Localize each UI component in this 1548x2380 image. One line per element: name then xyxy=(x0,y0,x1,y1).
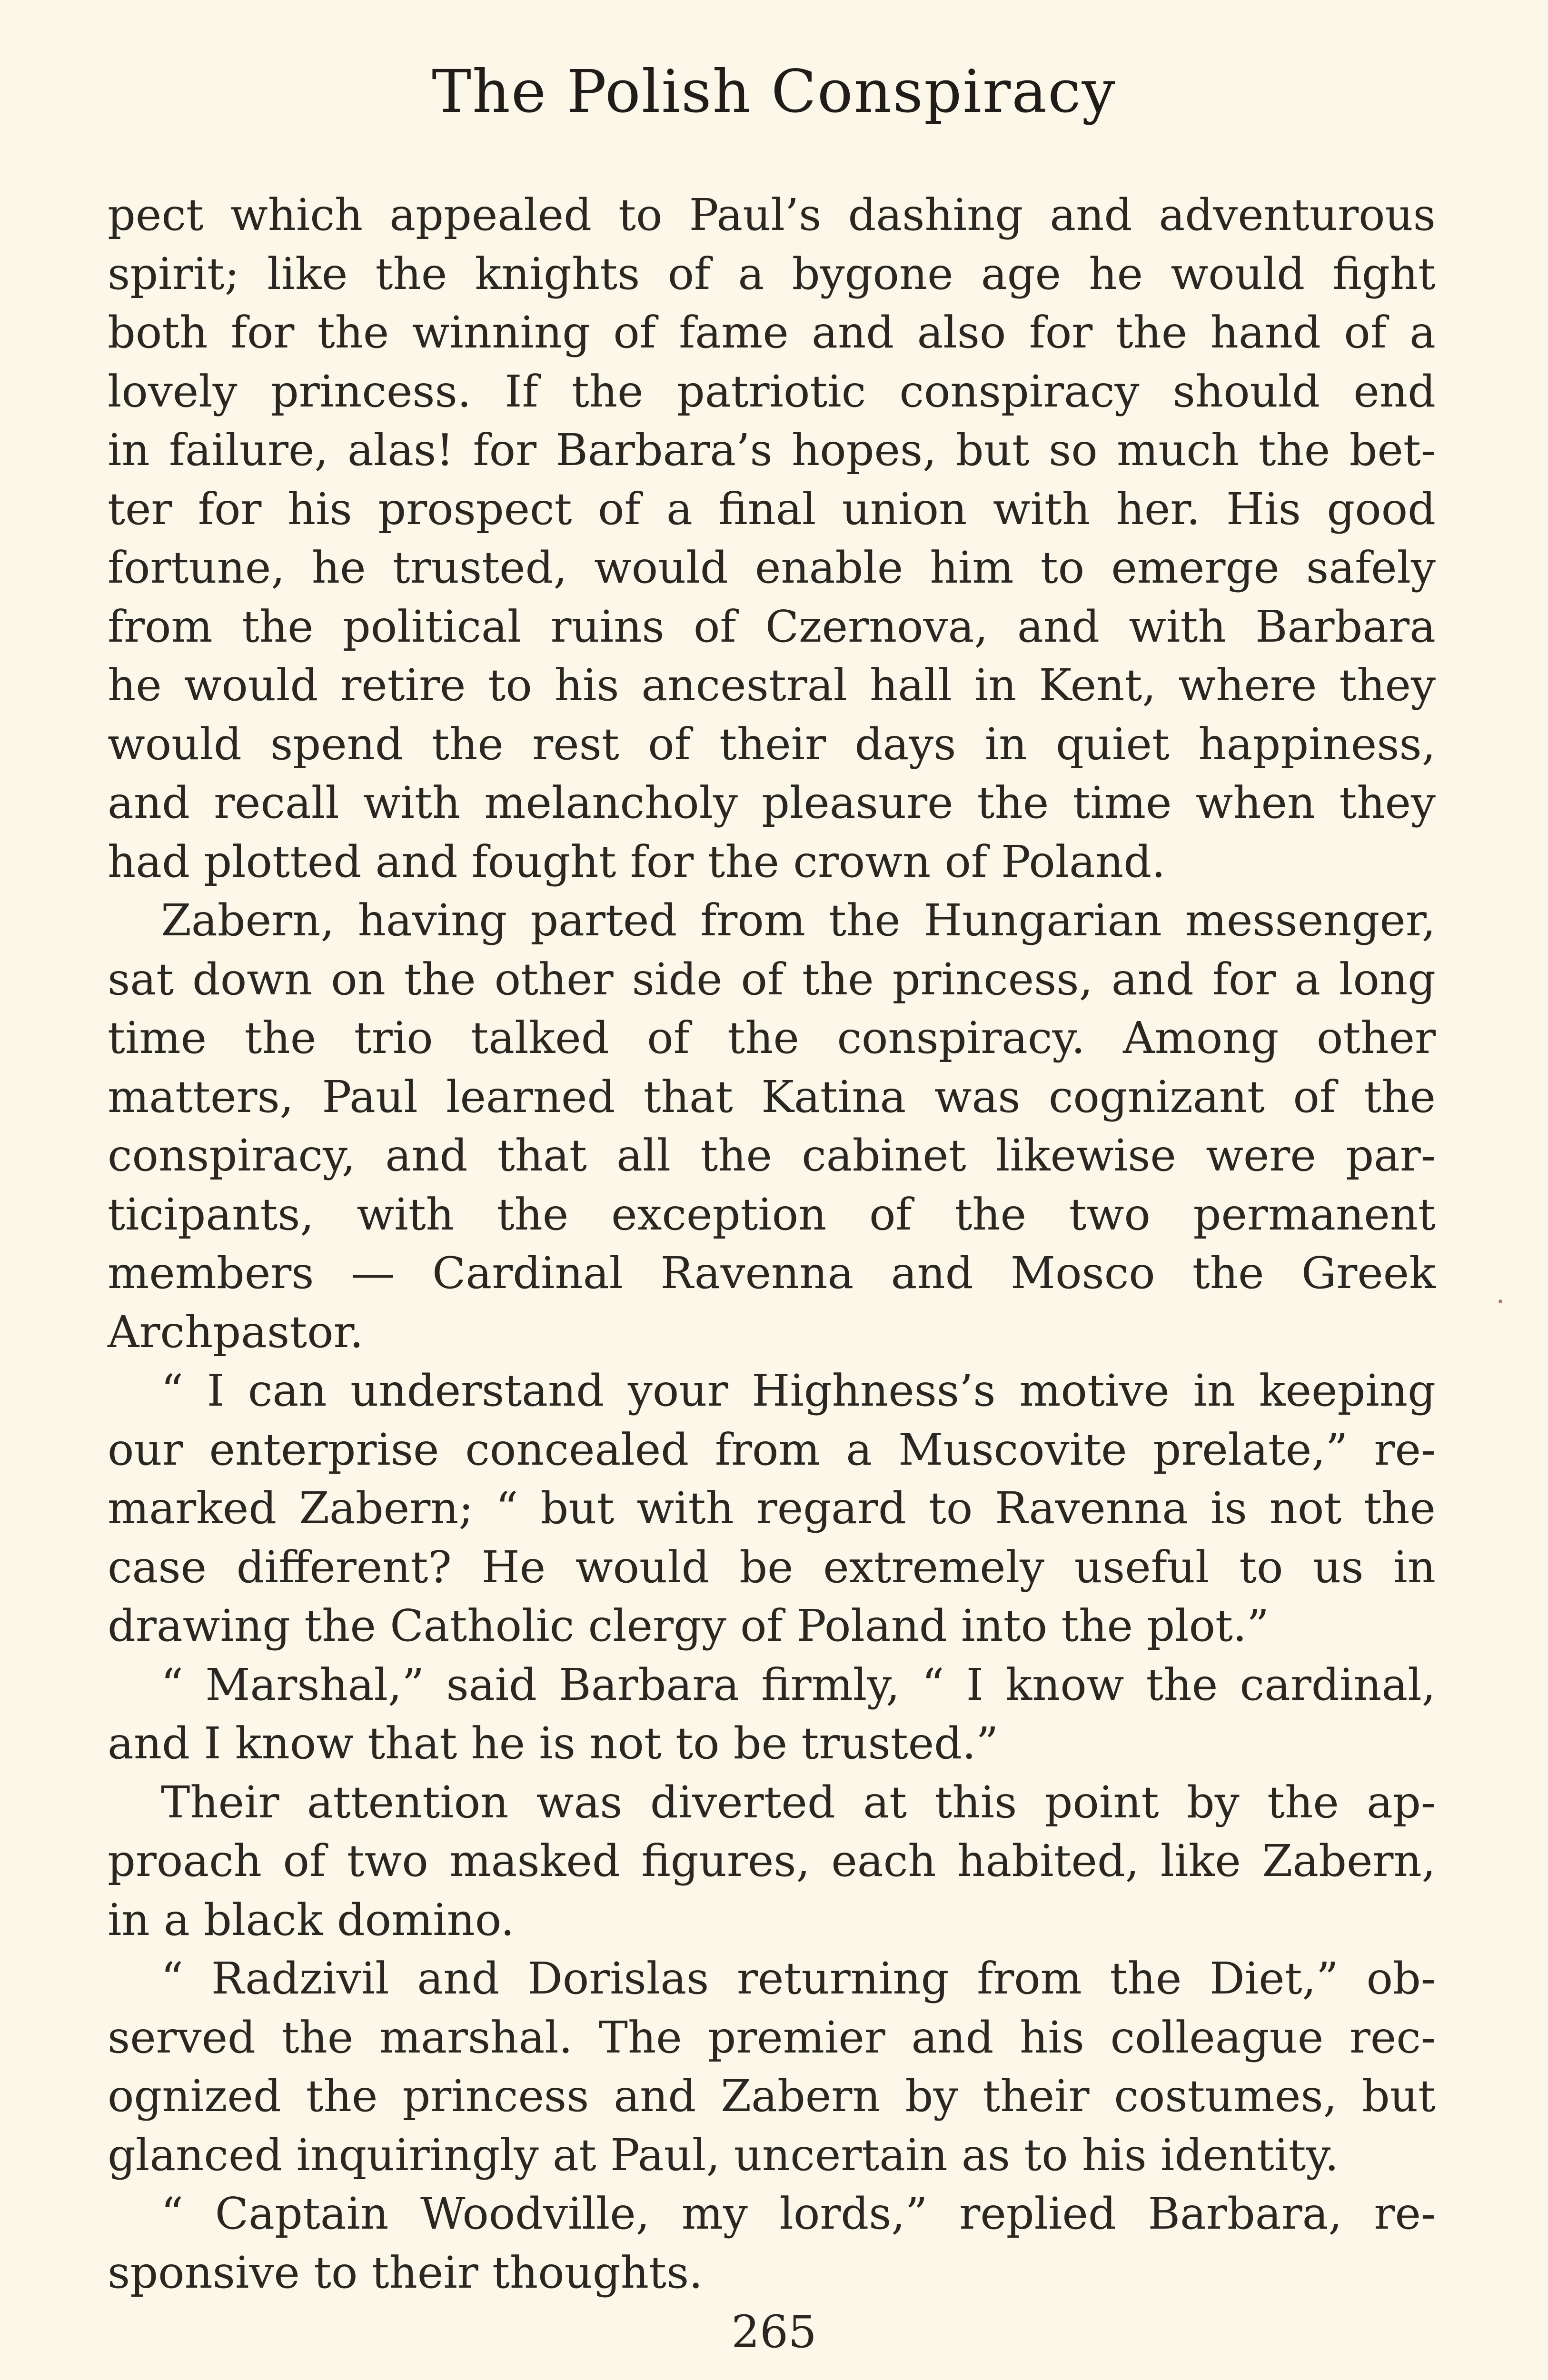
text-line: he would retire to his ancestral hall in Kent, where they xyxy=(108,660,1436,711)
text-line: served the marshal. The premier and his colleague rec- xyxy=(108,2012,1436,2063)
paragraph xyxy=(108,1656,1436,1773)
text-line: fortune, he trusted, would enable him to emerge safely xyxy=(108,542,1436,593)
paper-speck xyxy=(1498,1299,1502,1303)
text-line: and recall with melancholy pleasure the time when they xyxy=(108,777,1436,828)
page-number: 265 xyxy=(731,2306,817,2358)
text-line: time the trio talked of the conspiracy. Among other xyxy=(108,1012,1436,1063)
text-line: from the political ruins of Czernova, and with Barbara xyxy=(108,601,1436,652)
text-line: ter for his prospect of a final union with her. His good xyxy=(108,483,1436,535)
text-line: spirit; like the knights of a bygone age he would fight xyxy=(108,248,1436,299)
text-line: pect which appealed to Paul’s dashing and adventurous xyxy=(108,189,1436,240)
text-line: Their attention was diverted at this point by the ap- xyxy=(161,1776,1436,1828)
page-title: The Polish Conspiracy xyxy=(432,58,1116,126)
text-line: glanced inquiringly at Paul, uncertain as to his identity. xyxy=(108,2129,1339,2181)
text-line: “ I can understand your Highness’s motive in keeping xyxy=(161,1365,1436,1416)
text-line: marked Zabern; “ but with regard to Ravenna is not the xyxy=(108,1483,1436,1534)
text-line: case different? He would be extremely useful to us in xyxy=(108,1541,1436,1593)
text-line: in failure, alas! for Barbara’s hopes, but so much the bet- xyxy=(108,425,1436,476)
text-line: ticipants, with the exception of the two permanent xyxy=(108,1189,1436,1240)
text-line: “ Radzivil and Dorislas returning from the Diet,” ob- xyxy=(161,1953,1436,2004)
text-line: conspiracy, and that all the cabinet likewise were par- xyxy=(108,1130,1436,1181)
text-line: Archpastor. xyxy=(108,1306,364,1358)
text-line: “ Marshal,” said Barbara firmly, “ I know the cardinal, xyxy=(161,1659,1436,1710)
text-line: sat down on the other side of the princess, and for a long xyxy=(108,953,1436,1005)
text-line: “ Captain Woodville, my lords,” replied Barbara, re- xyxy=(161,2188,1436,2239)
text-line: drawing the Catholic clergy of Poland into the plot.” xyxy=(108,1600,1270,1651)
text-line: matters, Paul learned that Katina was cognizant of the xyxy=(108,1071,1436,1122)
paragraph xyxy=(108,2184,1436,2302)
text-line: lovely princess. If the patriotic conspiracy should end xyxy=(108,366,1436,417)
paragraph xyxy=(108,1773,1436,1950)
body-text xyxy=(108,186,1436,2302)
text-line: in a black domino. xyxy=(108,1894,515,1945)
paragraph xyxy=(108,1361,1436,1656)
text-line: both for the winning of fame and also for the hand of a xyxy=(108,307,1436,358)
text-line: sponsive to their thoughts. xyxy=(108,2247,703,2298)
text-line: ognized the princess and Zabern by their costumes, but xyxy=(108,2071,1436,2122)
paragraph xyxy=(108,891,1436,1361)
paragraph xyxy=(108,186,1436,891)
text-line: had plotted and fought for the crown of Poland. xyxy=(108,836,1166,887)
text-line: members — Cardinal Ravenna and Mosco the Greek xyxy=(108,1248,1436,1299)
paragraph xyxy=(108,1949,1436,2184)
text-line: would spend the rest of their days in quiet happiness, xyxy=(108,718,1436,770)
text-line: our enterprise concealed from a Muscovite prelate,” re- xyxy=(108,1424,1436,1475)
text-line: Zabern, having parted from the Hungarian messenger, xyxy=(161,895,1436,946)
text-line: and I know that he is not to be trusted.” xyxy=(108,1718,999,1769)
text-line: proach of two masked figures, each habited, like Zabern, xyxy=(108,1835,1436,1886)
